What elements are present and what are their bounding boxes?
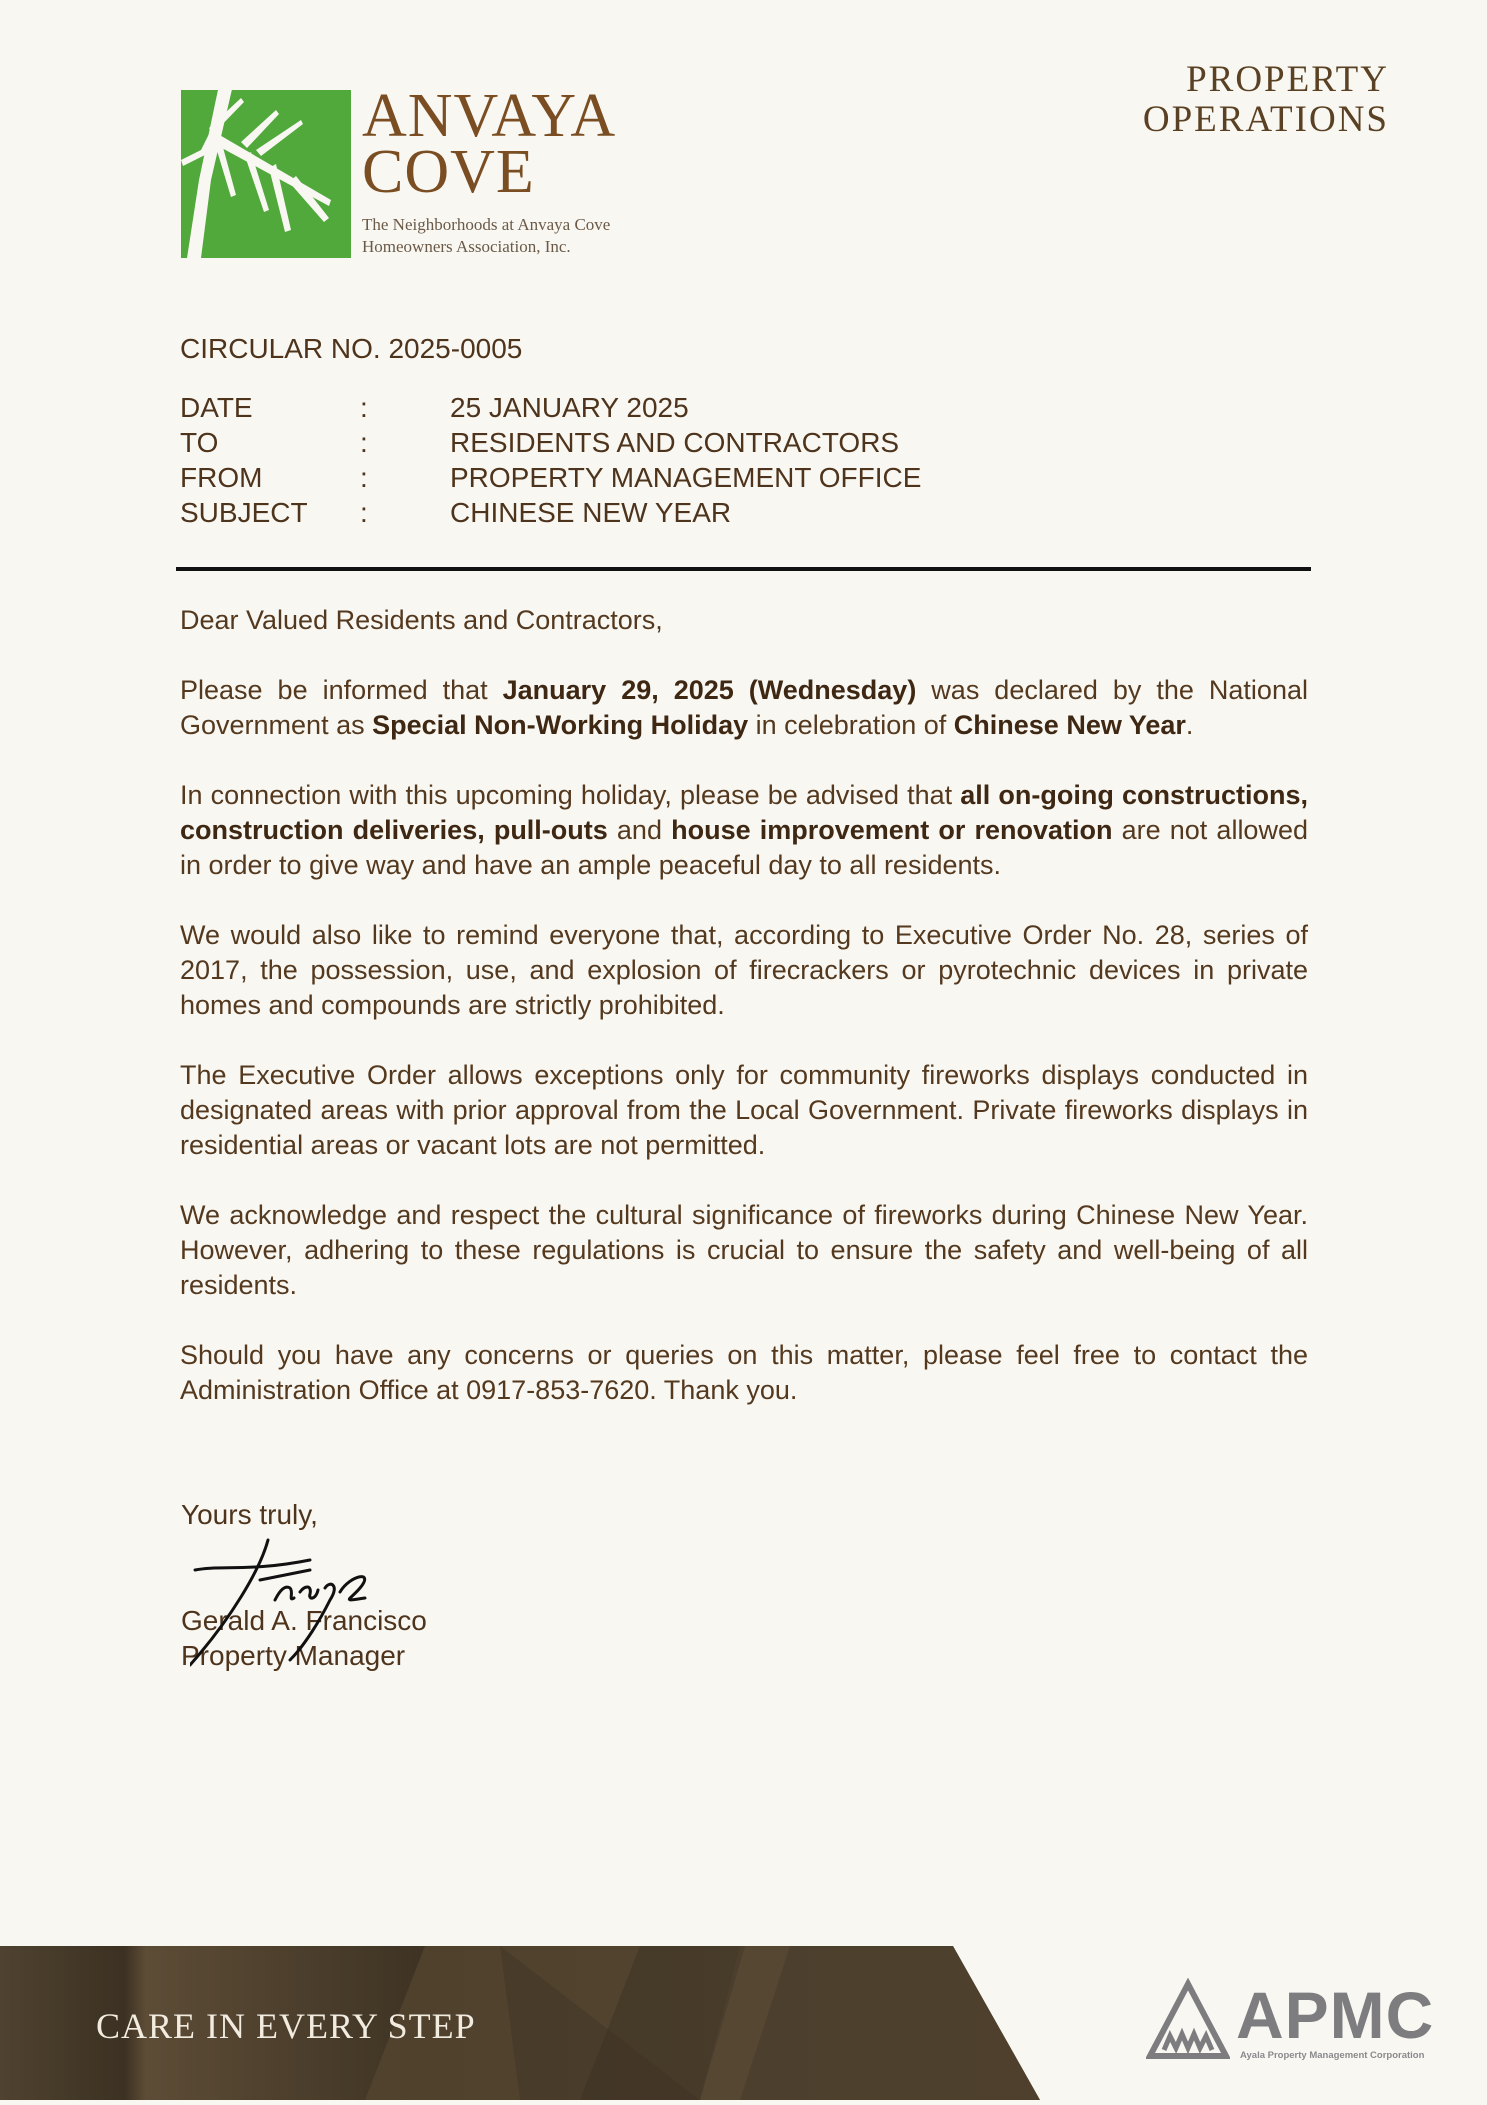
signer-name: Gerald A. Francisco [181,1605,427,1636]
meta-row-subject [180,495,1080,530]
meta-row-from [180,460,1080,495]
text: in celebration of [748,710,954,740]
logo-subtitle-line-2: Homeowners Association, Inc. [362,237,571,256]
logo-title-line-2: COVE [362,138,535,206]
apmc-logo-text: APMC [1236,1978,1435,2052]
restricted-activities: all on-going constructions, construction deliveries, pull-outs [180,780,1308,845]
anvaya-cove-logo-mark [181,90,351,258]
anvaya-cove-logo-title [362,82,617,206]
paragraph-holiday-announcement [180,673,1308,743]
meta-value-date: 25 JANUARY 2025 [450,392,689,423]
paragraph-cultural-note: We acknowledge and respect the cultural significance of fireworks during Chinese New Year. However, adhering to these regulations is crucial to ensure the safety and well-being of all residents. [180,1200,1308,1300]
signer-title: Property Manager [181,1640,406,1671]
closing: Yours truly, [181,1499,318,1530]
meta-value-to: RESIDENTS AND CONTRACTORS [450,427,900,458]
meta-label: FROM [180,462,263,493]
meta-label: SUBJECT [180,497,308,528]
paragraph-construction-advisory [180,778,1308,883]
text: In connection with this upcoming holiday, please be advised that [180,780,961,810]
paragraph-exceptions: The Executive Order allows exceptions only for community fireworks displays conducted in designated areas with prior approval from the Local Government. Private fireworks displays in residential areas or vacant lots are not permitted. [180,1060,1308,1160]
text: and [607,815,672,845]
holiday-type: Special Non-Working Holiday [372,710,749,740]
salutation: Dear Valued Residents and Contractors, [180,605,663,635]
logo-title-line-1: ANVAYA [362,82,617,150]
meta-label: TO [180,427,219,458]
handwritten-signature [190,1530,390,1675]
department-heading [1143,60,1389,140]
holiday-date: January 29, 2025 (Wednesday) [502,675,917,705]
text: was declared by the National Government as [180,675,1308,740]
meta-row-to [180,425,1080,460]
meta-colon: : [360,427,368,458]
text: . [1185,710,1194,740]
meta-colon: : [360,497,368,528]
letter-body [180,603,1308,1443]
text: are not allowed in order to give way and have an ample peaceful day to all residents. [180,815,1308,880]
meta-value-from: PROPERTY MANAGEMENT OFFICE [450,462,922,493]
logo-subtitle-line-1: The Neighborhoods at Anvaya Cove [362,215,611,234]
paragraph-contact: Should you have any concerns or queries on this matter, please feel free to contact the Administration Office at 0917-853-7620. Thank you. [180,1340,1308,1405]
footer-tagline: CARE IN EVERY STEP [96,2006,476,2046]
circular-number: CIRCULAR NO. 2025-0005 [180,333,523,364]
logo-subtitle [362,214,610,258]
holiday-name: Chinese New Year [953,710,1186,740]
meta-label: DATE [180,392,253,423]
department-line-2: OPERATIONS [1142,99,1389,140]
text: Please be informed that [180,675,503,705]
apmc-logo-icon [1146,1978,1230,2065]
circular-meta [180,390,1080,530]
meta-row-date [180,390,1080,425]
meta-colon: : [360,462,368,493]
bamboo-icon [181,90,351,258]
paragraph-firecracker-ban: We would also like to remind everyone that, according to Executive Order No. 28, series of 2017, the possession, use, and explosion of firecrackers or pyrotechnic devices in private homes and compounds are strictly prohibited. [180,920,1308,1020]
meta-colon: : [360,392,368,423]
header-divider [176,567,1311,571]
apmc-company-name: Ayala Property Management Corporation [1240,2050,1425,2061]
department-line-1: PROPERTY [1186,59,1389,100]
meta-value-subject: CHINESE NEW YEAR [450,497,732,528]
restricted-renovation: house improvement or renovation [671,815,1113,845]
